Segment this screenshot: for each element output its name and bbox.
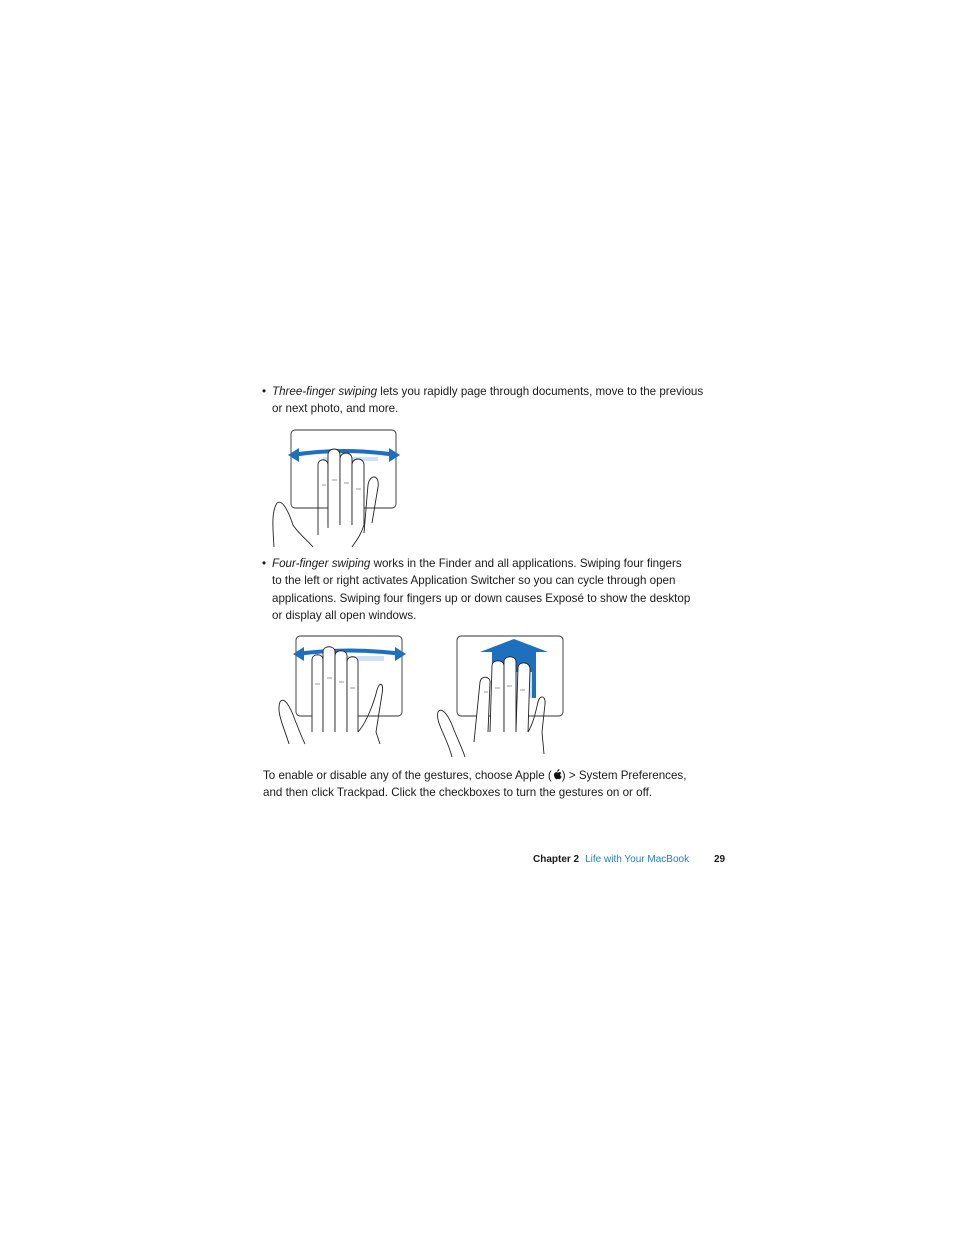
four-finger-vertical-swipe-illustration	[432, 632, 572, 760]
footer-chapter-title: Life with Your MacBook	[585, 854, 690, 865]
apple-logo-icon	[552, 769, 562, 780]
term-four-finger-swiping: Four-finger swiping	[272, 557, 371, 570]
paragraph-text: and then click Trackpad. Click the checkboxes to turn the gestures on or off.	[263, 786, 653, 800]
gestures-settings-paragraph	[263, 767, 723, 802]
page-footer	[533, 853, 726, 867]
bullet-four-finger-swiping	[272, 555, 712, 624]
term-three-finger-swiping: Three-finger swiping	[272, 385, 378, 398]
three-finger-swipe-illustration	[268, 425, 402, 550]
paragraph-text: To enable or disable any of the gestures, choose Apple (	[263, 769, 552, 782]
bullet-three-finger-swiping	[272, 383, 712, 418]
four-finger-horizontal-swipe-illustration	[272, 632, 412, 747]
footer-chapter-label: Chapter 2	[533, 854, 580, 865]
paragraph-text: ) > System Preferences,	[561, 769, 687, 782]
bullet-marker: •	[262, 385, 267, 398]
bullet-text: to the left or right activates Application Switcher so you can cycle through open	[272, 574, 676, 588]
page-number: 29	[714, 854, 726, 865]
bullet-text: or display all open windows.	[272, 608, 417, 622]
bullet-text: lets you rapidly page through documents, move to the previous	[377, 385, 704, 398]
bullet-text: works in the Finder and all applications. Swiping four fingers	[370, 557, 682, 570]
bullet-text: or next photo, and more.	[272, 402, 399, 416]
bullet-marker: •	[262, 557, 267, 570]
bullet-text: applications. Swiping four fingers up or down causes Exposé to show the desktop	[272, 591, 691, 605]
